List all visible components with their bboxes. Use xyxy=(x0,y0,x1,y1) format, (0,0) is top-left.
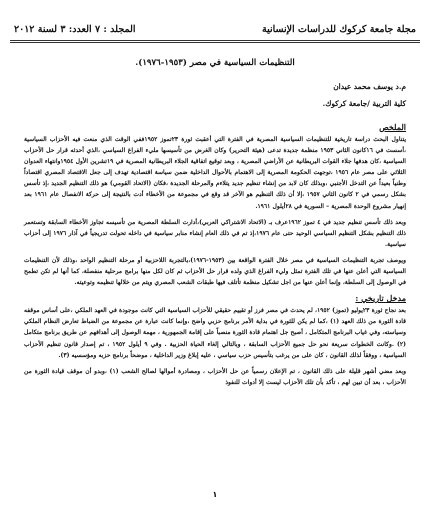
volume-info: المجلد : ٧ العدد: ٣ لسنة ٢٠١٢ xyxy=(14,24,136,35)
history-paragraph: وبعد مضي أشهر قليلة على ذلك القانون ، تم الإعلان رسمياً عن حل الأحزاب ، ومصادرة أموالها لصالح الشعب (١) ،وبدو أن موقف قيادة الثورة من الأحزاب ، بعد أن تبين لهم ، تأكد بأن تلك الأحزاب ليست إلا أدوات للنفوذ xyxy=(24,367,406,386)
summary-paragraph: وبعد ذلك تأسس تنظيم جديد في ٤ تموز ١٩٦٢عرف بـ (الاتحاد الاشتراكي العربي)،أدارت السلطة المصرية من تأسيسه تجاوز الأخطاء السابقة وتستعمر ذلك التنظيم بشكل التنظيم السياسي الوحيد حتى عام ١٩٧٦،إذ تم في ذلك العام إنشاء منابر سياسية في داخله تحولت تدريجياً في آذار ١٩٧٦ إلى أحزاب سياسية. xyxy=(24,218,407,248)
history-paragraph: بعد نجاح ثورة ٢٣يوليو (تموز) ١٩٥٢، لم يحدث في مصر فرز أو تقييم حقيقي للأحزاب السياسية التي كانت موجودة في العهد الملكي ،على أساس موقفه قادة الثورة من ذلك العهد (١) ،كما لم يكن للثورة في بداية الأمر برنامج حزبي واضح ،وإنما كانت عبارة عن مجموعة من الضباط تعارض النظام الملكي وسياسته، وفي غياب البرنامج المتكامل ، أصبح جل اهتمام قادة الثورة منصباً على إقامة الجمهورية ، مهمة الوصول إلى أهدافهم عن طريق برنامج متكامل (٢) .وكانت الخطوات سريعة نحو حل جميع الأحزاب السابقة ، وبالتالي إلغاء الحياة الحزبية . وفي ٩ أيلول ١٩٥٢ ، تم إصدار قانون تنظيم الأحزاب السياسية ، ووفقاً لذلك القانون ، كان على من يرغب بتأسيس حزب سياسي ، عليه إبلاغ وزير الداخلية ، موضحاً برنامج حزبه ومؤسسيه (٣). xyxy=(24,307,406,359)
page-number: ١ xyxy=(212,490,218,499)
history-heading: مدخل تاريخي : xyxy=(355,293,406,304)
journal-header xyxy=(10,18,420,43)
author-institution: كلية التربية /جامعة كركوك. xyxy=(322,99,406,108)
article-body xyxy=(24,58,406,393)
journal-name: مجلة جامعة كركوك للدراسات الإنسانية xyxy=(262,24,416,35)
summary-paragraph: يتناول البحث دراسة تاريخية للتنظيمات السياسية المصرية في الفترة التي أعقبت ثورة ٢٣تموز ١٩٥٢ففي الوقت الذي منعت فيه الأحزاب السياسية ،أسست في ١٦كانون الثاني ١٩٥٣ منظمة جديدة تدعى (هيئة التحرير) وكان الغرض من تأسيسها مليء الفراغ السياسي ،الذي أحدثه قرار حل الأحزاب السياسية ،كان هدفها جلاء القوات البريطانية عن الأراضي المصرية ، وبعد توقيع اتفاقية الجلاء البريطانية المصرية في ١٩تشرين الأول ١٩٥٤وانتهاء العدوان الثلاثي على مصر عام ١٩٥٦ ،توجهت الحكومة المصرية إلى الاهتمام بالأحوال الداخلية ضمن سياسة اقتصادية تهدف إلى جعل الاقتصاد المصري اقتصاداً وطنياً بعيداً عن التدخل الأجنبي ،وبذلك كان لابد من إنشاء تنظيم جديد يتلاءم والمرحلة الجديدة ،فكان (الاتحاد القومي) هو ذلك التنظيم الجديد ،إذ تأسس بشكل رسمي في ٢ كانون الثاني ١٩٥٧ ،إلا أن ذلك التنظيم هو الآخر قد وقع في مجموعة من الأخطاء أدت بالنتيجة إلى حركة الانفصال عام ١٩٦١ بعد إنهيار مشروع الوحدة المصرية – السورية في ٢٨أيلول ١٩٦١. xyxy=(24,136,407,210)
article-title: التنظيمات السياسية في مصر (١٩٥٣-١٩٧٦). xyxy=(135,58,295,68)
summary-paragraph: ويوصف تجربة التنظيمات السياسية في مصر خلال الفترة الواقعة بين (١٩٥٣-١٩٧٦)،بالتجربة اللاحزبية أو مرحلة التنظيم الواحد ،وذلك لأن التنظيمات السياسية التي أعلن عنها في تلك الفترة تمثل وليء الفراغ الذي ولده قرار حل الأحزاب ثم كان لكل منها برامج مرحلية منفصلة، كما أنها لم تكن تطمح في الوصول إلى السلطة، وإنما أعلن عنها من اجل تشكيل منظمة تأتلف فيها طبقات الشعب المصري ويتم من خلالها تنظيمه وتوعيته. xyxy=(24,256,406,287)
summary-heading: الملخص xyxy=(379,122,406,132)
author-name: م.د يوسف محمد عيدان xyxy=(333,82,406,91)
